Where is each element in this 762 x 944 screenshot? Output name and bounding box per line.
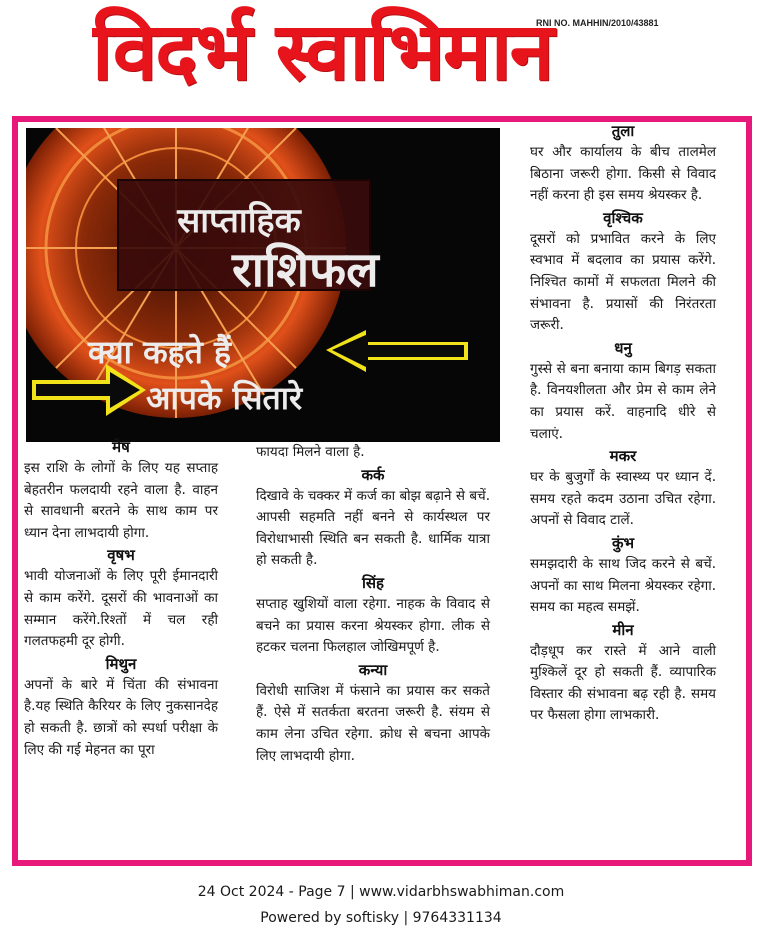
- sign-heading-mesh: मेष: [112, 438, 130, 456]
- sign-heading-makar: मकर: [609, 447, 637, 466]
- arrow-left-icon: [326, 330, 468, 372]
- sign-text-mesh: इस राशि के लोगों के लिए यह सप्ताह बेहतरीन फलदायी रहने वाला है. वाहन से सावधानी बरतने के साथ काम पर ध्यान देना लाभदायी होगा.: [24, 460, 218, 541]
- banner-tagline-1: क्या कहते हैं: [88, 333, 232, 371]
- sign-heading-dhanu: धनु: [614, 338, 632, 357]
- sign-heading-vrishchik: वृश्चिक: [603, 208, 643, 227]
- sign-text-vrishabh: भावी योजनाओं के लिए पूरी ईमानदारी से काम करेंगे. दूसरों की भावनाओं का सम्मान करेंगे.रिश्तों में चल रही गलतफहमी दूर होगी.: [24, 568, 218, 650]
- banner-horoscope-title: राशिफल: [232, 242, 379, 298]
- sign-text-singh: सप्ताह खुशियों वाला रहेगा. नाहक के विवाद से बचने का प्रयास करना श्रेयस्कर होगा. लीक से हटकर चलना फिलहाल जोखिमपूर्ण है.: [256, 595, 490, 656]
- sign-text-mithun-continued: फायदा मिलने वाला है.: [256, 444, 365, 460]
- sign-text-kanya: विरोधी साजिश में फंसाने का प्रयास कर सकते हैं. ऐसे में सतर्कता बरतना जरूरी है. संयम से काम लेना उचित रहेगा. क्रोध से बचना आपके लिए लाभदायी होगा.: [256, 682, 490, 764]
- sign-heading-vrishabh: वृषभ: [107, 546, 135, 565]
- sign-heading-tula: तुला: [611, 122, 635, 140]
- rni-number: RNI NO. MAHHIN/2010/43881: [536, 18, 659, 28]
- sign-heading-kanya: कन्या: [358, 660, 388, 679]
- column-2: [256, 442, 490, 767]
- banner-tagline-2: आपके सितारे: [146, 379, 303, 417]
- sign-text-makar: घर के बुजुर्गों के स्वास्थ्य पर ध्यान दें. समय रहते कदम उठाना उचित रहेगा. अपनों से विवाद टालें.: [530, 469, 716, 529]
- sign-heading-kumbh: कुंभ: [611, 533, 635, 552]
- masthead: [0, 0, 762, 112]
- horoscope-banner-image: [26, 128, 500, 442]
- banner-weekly-title: साप्ताहिक: [177, 201, 301, 241]
- column-3: [530, 120, 716, 727]
- newspaper-title: विदर्भ स्वाभिमान: [92, 5, 553, 98]
- sign-text-meen: दौड़धूप कर रास्ते में आने वाली मुश्किलें दूर हो सकती हैं. व्यापारिक विस्तार की संभावना बढ़ रही है. समय पर फैसला होगा लाभकारी.: [530, 642, 716, 724]
- sign-text-kark: दिखावे के चक्कर में कर्ज का बोझ बढ़ाने से बचें. आपसी सहमति नहीं बनने से कार्यस्थल पर विरोधाभासी स्थिति बन सकती है. धार्मिक यात्रा हो सकती है.: [256, 487, 490, 569]
- footer-date-page-url: 24 Oct 2024 - Page 7 | www.vidarbhswabhiman.com: [197, 884, 565, 900]
- sign-heading-singh: सिंह: [362, 573, 384, 592]
- sign-text-dhanu: गुस्से से बना बनाया काम बिगड़ सकता है. विनयशीलता और प्रेम से काम लेने का प्रयास करें. वाहनादि धीरे से चलाएं.: [530, 360, 716, 442]
- sign-text-kumbh: समझदारी के साथ जिद करने से बचें. अपनों का साथ मिलना श्रेयस्कर रहेगा. समय का महत्व समझें.: [530, 555, 716, 616]
- sign-text-mithun: अपनों के बारे में चिंता की संभावना है.यह स्थिति कैरियर के लिए नुकसानदेह हो सकती है. छात्रों को स्पर्धा परीक्षा के लिए की गई मेहनत का पूरा: [24, 676, 218, 758]
- sign-text-vrishchik: दूसरों को प्रभावित करने के लिए स्वभाव में बदलाव का प्रयास करेंगे. निश्चित कामों में सफलता मिलने की संभावना है. प्रयासों की निरंतरता जरूरी.: [530, 230, 716, 334]
- sign-heading-meen: मीन: [612, 620, 634, 639]
- sign-heading-mithun: मिथुन: [105, 654, 137, 673]
- sign-heading-kark: कर्क: [361, 465, 385, 484]
- sign-text-tula: घर और कार्यालय के बीच तालमेल बिठाना जरूरी होगा. किसी से विवाद नहीं करना ही इस समय श्रेयस्कर है.: [530, 144, 716, 204]
- footer-powered-by: Powered by softisky | 9764331134: [260, 910, 502, 926]
- column-1: [24, 436, 218, 761]
